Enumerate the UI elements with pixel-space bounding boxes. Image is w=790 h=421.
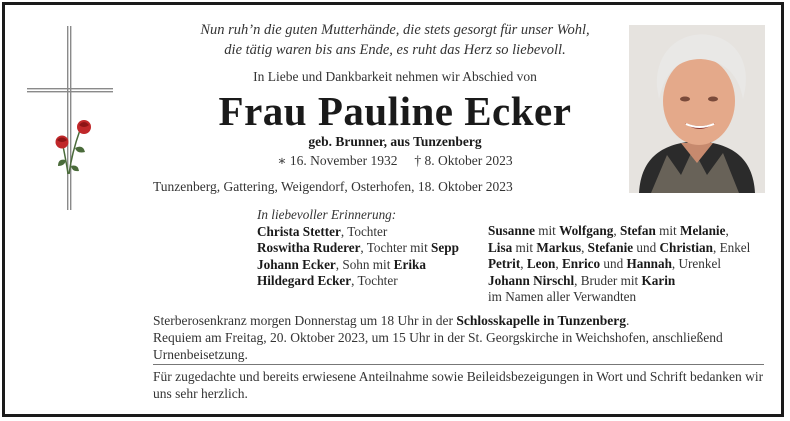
maiden-name: geb. Brunner, aus Tunzenberg xyxy=(308,134,482,149)
divider xyxy=(153,364,764,365)
family-right-column xyxy=(488,223,750,306)
requiem-line: Requiem am Freitag, 20. Oktober 2023, um 15 Uhr in der St. Georgskirche in Weichshofen, anschließend xyxy=(153,329,723,345)
list-item: Lisa mit Markus, Stefanie und Christian, Enkel xyxy=(488,239,751,255)
died-symbol: † xyxy=(414,153,422,168)
list-item: Susanne mit Wolfgang, Stefan mit Melanie, xyxy=(488,223,729,238)
intro-text: In Liebe und Dankbarkeit nehmen wir Abschied von xyxy=(253,69,537,84)
rosary-line: Sterberosenkranz morgen Donnerstag um 18 Uhr in der Schlosskapelle in Tunzenberg. xyxy=(153,313,630,328)
list-item: Petrit, Leon, Enrico und Hannah, Urenkel xyxy=(488,256,721,272)
family-left-column xyxy=(257,207,459,290)
place-date: Tunzenberg, Gattering, Weigendorf, Osterhofen, 18. Oktober 2023 xyxy=(153,179,513,194)
service-info xyxy=(153,313,723,363)
list-item: im Namen aller Verwandten xyxy=(488,289,637,305)
born-date: 16. November 1932 xyxy=(289,153,398,168)
poem-line-2: die tätig waren bis ans Ende, es ruht das Herz so liebevoll. xyxy=(224,42,566,58)
list-item: Roswitha Ruderer, Tochter mit Sepp xyxy=(257,240,459,256)
list-item: Christa Stetter, Tochter xyxy=(257,223,388,239)
born-symbol: ∗ xyxy=(277,153,287,168)
list-item: Hildegard Ecker, Tochter xyxy=(257,273,398,289)
portrait-photo xyxy=(629,25,765,193)
list-item: Johann Ecker, Sohn mit Erika xyxy=(257,256,426,272)
burial-line: Urnenbeisetzung. xyxy=(153,346,248,362)
thanks-text: Für zugedachte und bereits erwiesene Anteilnahme sowie Beileidsbezeigungen in Wort und Schrift bedanken wir uns sehr herzlich. xyxy=(153,369,764,401)
died-date: 8. Oktober 2023 xyxy=(424,153,513,168)
list-item: Johann Nirschl, Bruder mit Karin xyxy=(488,272,676,288)
poem-line-1: Nun ruh’n die guten Mutterhände, die stets gesorgt für unser Wohl, xyxy=(200,22,590,38)
memory-heading: In liebevoller Erinnerung: xyxy=(257,207,397,222)
deceased-name: Frau Pauline Ecker xyxy=(218,88,572,134)
